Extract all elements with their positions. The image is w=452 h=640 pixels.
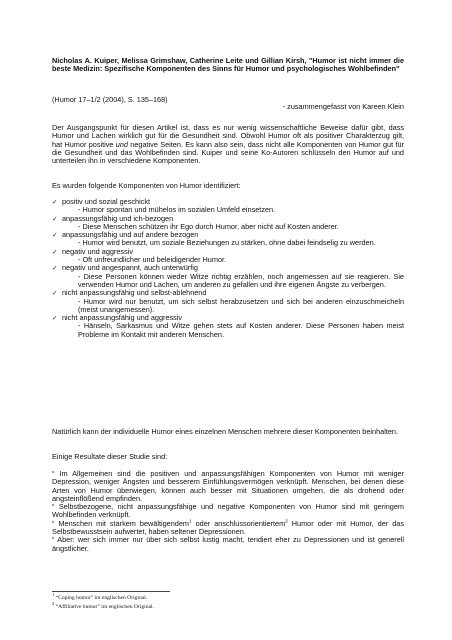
footnote-ref: 2 (285, 518, 288, 524)
result-text-part: Menschen mit starkem bewältigendem (58, 518, 189, 528)
result-text-part: Humor oder mit Humor, der das Selbstbewusstsein aufwertet, haben seltener Depressionen. (52, 518, 404, 537)
component-label: nicht anpassungsfähig und aggressiv (62, 313, 183, 323)
result-item (52, 503, 404, 520)
intro-text-2: negative Seiten. Es kann also sein, dass nicht alle Komponenten von Humor gut für die Gesundheit und das Wohlbefinden sind. Kuiper und seine Ko-Autoren schlüsseln den Humor auf und unterteilen ihn in verschiedene Komponenten. (52, 139, 404, 166)
component-label: negativ und angespannt, auch unterwürfig (62, 263, 198, 273)
conclusion-paragraph: Natürlich kann der individuelle Humor eines einzelnen Menschen mehrere dieser Komponenten beinhalten. (52, 427, 398, 436)
component-item (52, 248, 404, 265)
summary-author: - zusammengefasst von Kareen Klein (282, 102, 404, 111)
footnote-number: 1 (52, 592, 55, 598)
components-lead: Es wurden folgende Komponenten von Humor identifiziert: (52, 181, 241, 190)
intro-emphasis: und (115, 139, 128, 149)
results-list (52, 470, 404, 553)
component-label: anpassungsfähig und ich-bezogen (62, 213, 174, 223)
result-marker: “ (52, 502, 55, 512)
component-label: negativ und aggressiv (62, 246, 133, 256)
component-item (52, 215, 404, 232)
component-item (52, 231, 404, 248)
result-text-part: oder anschlussorientiertem (191, 518, 286, 528)
checkmark-icon: ✓ (52, 247, 58, 256)
result-text: Aber: wer sich immer nur über sich selbst lustig macht, tendiert eher zu Depressionen und ist generell ängstlicher. (52, 535, 405, 553)
footnote (52, 601, 154, 611)
component-label: nicht anpassungsfähig und selbst-ablehnend (62, 288, 207, 298)
checkmark-icon: ✓ (52, 289, 58, 298)
checkmark-icon: ✓ (52, 198, 58, 206)
footnote-ref: 1 (188, 518, 192, 524)
component-label: positiv und sozial geschickt (62, 197, 151, 206)
component-item (52, 264, 404, 289)
intro-paragraph (52, 124, 404, 165)
component-item (52, 289, 404, 314)
result-item (52, 470, 404, 503)
footnote-divider (52, 591, 170, 592)
result-marker: “ (52, 469, 55, 478)
result-item (52, 520, 404, 537)
footnote-text: “Affiliative humor” im englischen Original. (55, 604, 154, 610)
component-description: - Humor wird benutzt, um soziale Beziehungen zu stärken, ohne dabei feindselig zu werden. (78, 238, 376, 248)
component-description: - Hänseln, Sarkasmus und Witze gehen stets auf Kosten anderer. Diese Personen haben meist Probleme im Kontakt mit anderen Menschen. (78, 321, 404, 339)
source-citation: (Humor 17–1/2 (2004), S. 135–168) (52, 95, 168, 104)
component-description: - Humor spontan und mühelos im sozialen Umfeld einsetzen. (78, 205, 276, 215)
result-marker: “ (52, 535, 55, 545)
footnote-number: 2 (52, 601, 55, 607)
checkmark-icon: ✓ (52, 214, 58, 223)
component-description: - Diese Menschen schützen ihr Ego durch Humor, aber nicht auf Kosten anderer. (78, 221, 339, 231)
footnote (52, 592, 148, 602)
component-item (52, 198, 404, 215)
result-item (52, 536, 404, 553)
results-lead: Einige Resultate dieser Studie sind: (52, 452, 168, 461)
result-marker: “ (52, 518, 55, 528)
components-list (52, 198, 404, 339)
component-item (52, 314, 404, 339)
result-text: Selbstbezogene, nicht anpassungsfähige und negative Komponenten von Humor sind mit geringem Wohlbefinden verknüpft. (52, 502, 404, 520)
component-description: - Humor wird nur benutzt, um sich selbst herabzusetzen und sich bei anderen einzuschmeicheln (meist unangemessen). (78, 296, 404, 314)
component-description: - Diese Personen können weder Witze richtig erzählen, noch angemessen auf sie reagieren. Sie verwenden Humor und Lachen, um anderen zu gefallen und ihre eigenen Ängste zu verbergen. (78, 271, 404, 289)
checkmark-icon: ✓ (52, 231, 58, 240)
component-label: anpassungsfähig und auf andere bezogen (62, 230, 199, 240)
article-title: Nicholas A. Kuiper, Melissa Grimshaw, Catherine Leite und Gillian Kirsh, "Humor ist nicht immer die beste Medizin: Spezifische Komponenten des Sinns für Humor und psychologisches Wohlbefinden" (52, 56, 404, 74)
checkmark-icon: ✓ (52, 314, 58, 323)
intro-text-1: Der Ausgangspunkt für diesen Artikel ist, dass es nur wenig wissenschaftliche Beweise dafür gibt, dass Humor und Lachen wirklich gut für die Gesundheit sind. Obwohl Humor oft als positiver Charakterzug gilt, hat Humor positive (52, 123, 404, 149)
component-description: - Oft unfreundlicher und beleidigender Humor. (78, 255, 227, 265)
checkmark-icon: ✓ (52, 264, 58, 273)
footnote-text: “Coping humor” im englischen Original. (55, 595, 148, 601)
result-text: Im Allgemeinen sind die positiven und anpassungsfähigen Komponenten von Humor mit weniger Depression, weniger Ängsten und besserem Einfühlungsvermögen verknüpft. Menschen, bei denen diese Arten von Humor überwiegen, können auch besser mit Situationen umgehen, die als drohend oder angsteinflößend empfinden. (52, 469, 404, 503)
